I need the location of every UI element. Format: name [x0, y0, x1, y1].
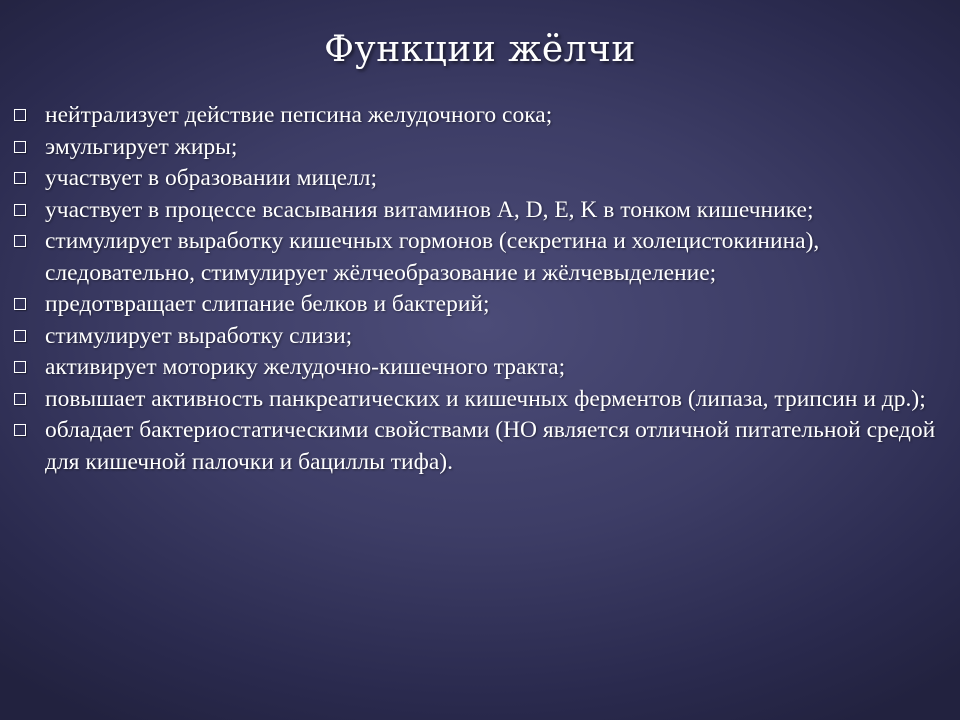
square-bullet-icon	[14, 204, 26, 216]
square-bullet-icon	[14, 361, 26, 373]
bullet-item	[12, 289, 956, 321]
bullet-item	[12, 415, 956, 478]
bullet-list	[12, 100, 956, 478]
bullet-item	[12, 384, 956, 416]
bullet-text: нейтрализует действие пепсина желудочного сока;	[45, 102, 553, 128]
bullet-text: стимулирует выработку кишечных гормонов (секретина и холецистокинина), следовательно, стимулирует жёлчеобразование и жёлчевыделение;	[45, 228, 820, 286]
bullet-item	[12, 163, 956, 195]
square-bullet-icon	[14, 141, 26, 153]
bullet-item	[12, 226, 956, 289]
bullet-text: активирует моторику желудочно-кишечного тракта;	[45, 354, 566, 380]
bullet-text: эмульгирует жиры;	[45, 133, 238, 160]
square-bullet-icon	[14, 235, 26, 247]
bullet-item	[12, 132, 956, 164]
bullet-text: участвует в процессе всасывания витаминов A, D, E, K в тонком кишечнике;	[45, 196, 814, 223]
square-bullet-icon	[14, 330, 26, 342]
bullet-item	[12, 352, 956, 384]
square-bullet-icon	[14, 109, 26, 121]
bullet-item	[12, 321, 956, 353]
square-bullet-icon	[14, 172, 26, 184]
slide-title: Функции жёлчи	[324, 29, 636, 70]
bullet-text: стимулирует выработку слизи;	[45, 322, 353, 349]
bullet-text: повышает активность панкреатических и кишечных ферментов (липаза, трипсин и др.);	[45, 385, 926, 412]
bullet-item	[12, 195, 956, 227]
square-bullet-icon	[14, 424, 26, 436]
bullet-text: предотвращает слипание белков и бактерий;	[45, 291, 490, 317]
bullet-item	[12, 100, 956, 132]
square-bullet-icon	[14, 393, 26, 405]
bullet-text: обладает бактериостатическими свойствами (НО является отличной питательной средой для кишечной палочки и бациллы тифа).	[45, 417, 936, 475]
square-bullet-icon	[14, 298, 26, 310]
bullet-text: участвует в образовании мицелл;	[45, 165, 378, 191]
